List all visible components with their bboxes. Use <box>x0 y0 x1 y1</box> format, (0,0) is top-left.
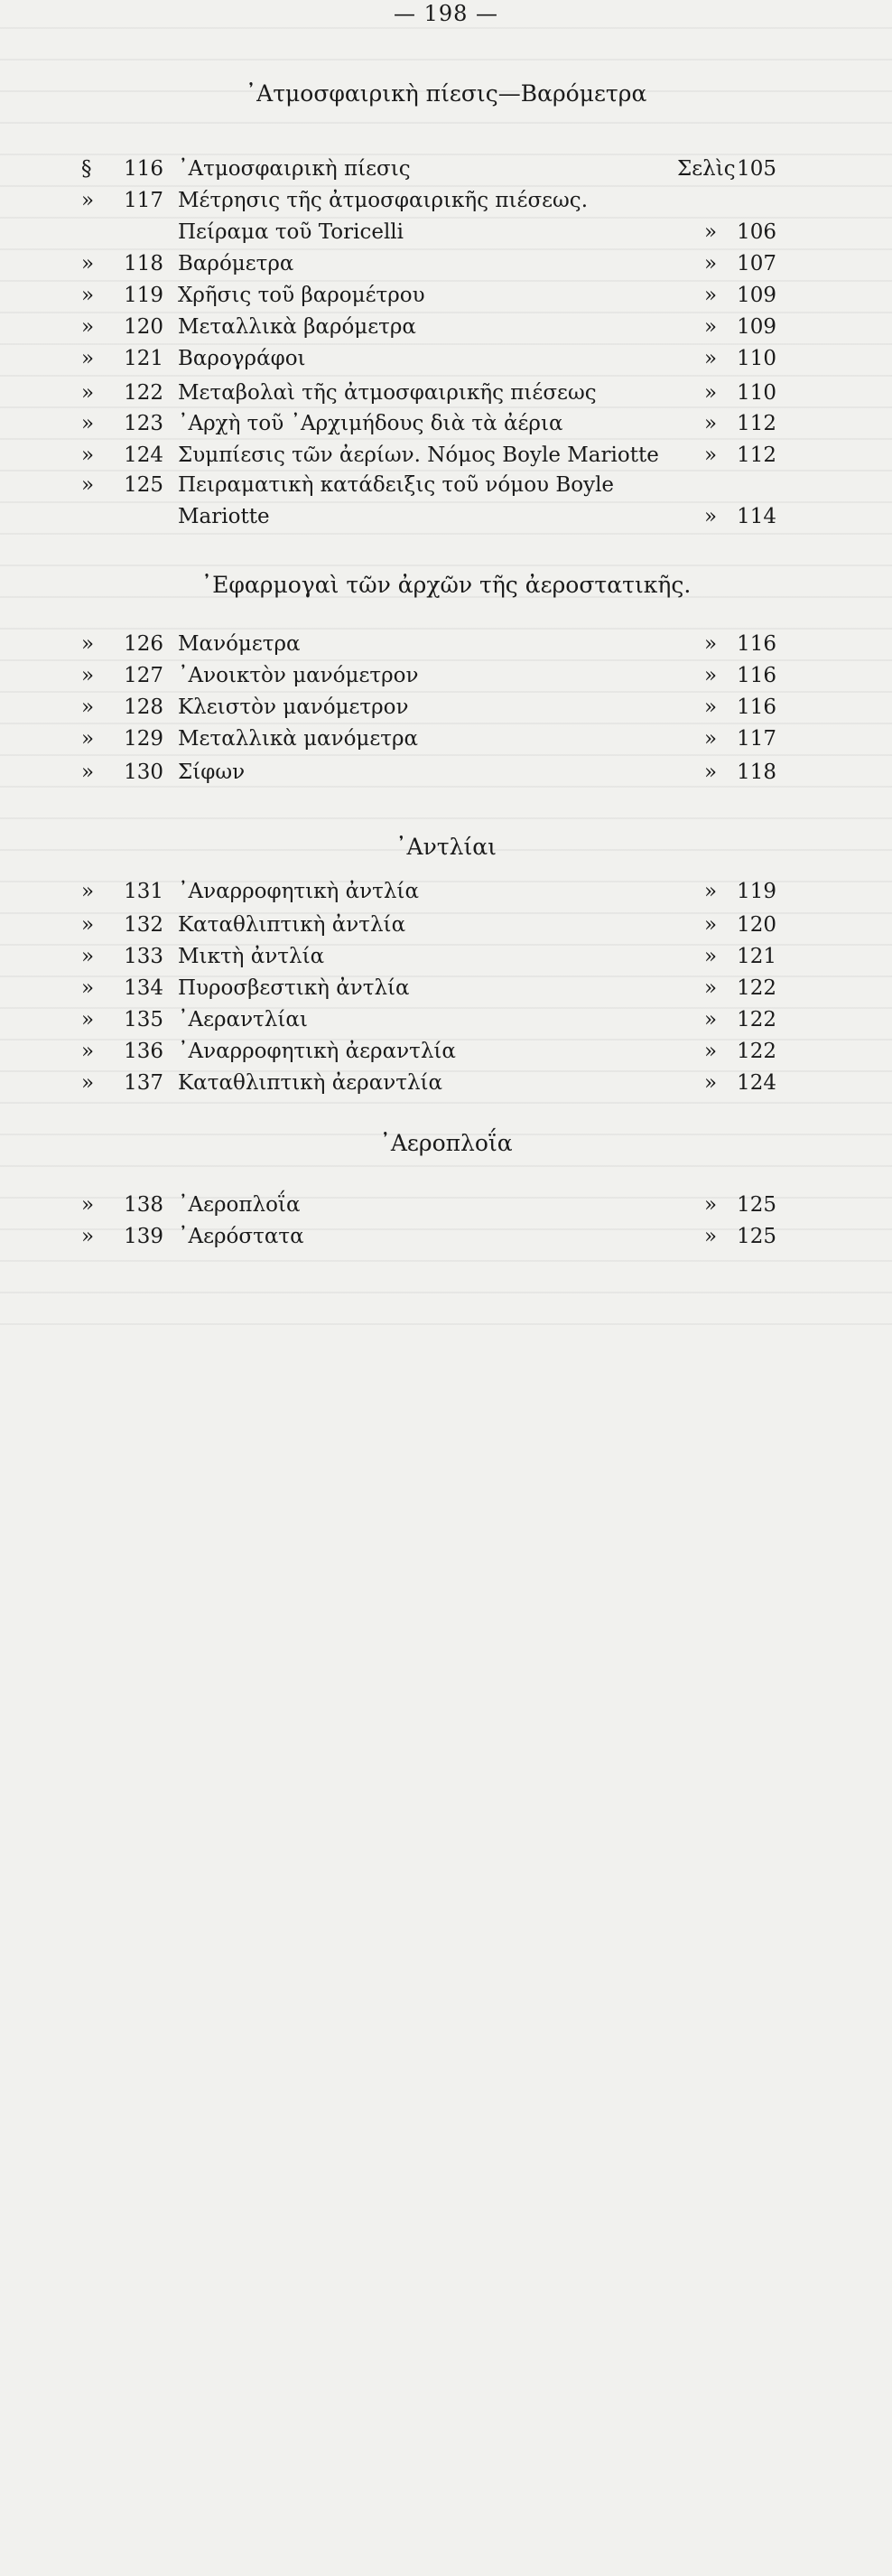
section-mark: » <box>81 443 95 467</box>
entry-number: 134 <box>124 976 163 1000</box>
toc-entry <box>81 1004 794 1036</box>
page-mark: » <box>704 695 718 719</box>
entry-page: 121 <box>737 945 776 968</box>
entry-title: Βαρογράφοι <box>178 347 306 370</box>
entry-number: 119 <box>124 284 163 307</box>
entry-page: 125 <box>737 1225 776 1248</box>
entry-page: 125 <box>737 1193 776 1217</box>
entry-page: 124 <box>737 1071 776 1095</box>
page-mark: » <box>704 1071 718 1095</box>
toc-entry <box>81 280 794 312</box>
entry-number: 128 <box>124 695 163 719</box>
entry-page: 110 <box>737 347 776 370</box>
entry-title: ᾿Ανοικτὸν μανόμετρον <box>178 664 419 687</box>
entry-title: Χρῆσις τοῦ βαρομέτρου <box>178 284 425 307</box>
entry-title: Μικτὴ ἀντλία <box>178 945 325 968</box>
entry-number: 132 <box>124 913 163 937</box>
toc-entry <box>81 185 794 248</box>
entry-title: ᾿Αεραντλίαι <box>178 1008 308 1031</box>
entry-title: Καταθλιπτικὴ ἀεραντλία <box>178 1071 443 1095</box>
section-title-aerostatics: ᾿Εφαρμογαὶ τῶν ἀρχῶν τῆς ἀεροστατικῆς. <box>200 572 692 598</box>
entry-title: Συμπίεσις τῶν ἀερίων. Νόμος Boyle Mariotte <box>178 443 659 467</box>
entry-page: 122 <box>737 1040 776 1063</box>
entry-title: Σίφων <box>178 761 246 784</box>
entry-page: 116 <box>737 664 776 687</box>
entry-title: Μεταβολαὶ τῆς ἀτμοσφαιρικῆς πιέσεως <box>178 381 597 405</box>
entry-title: Μεταλλικὰ βαρόμετρα <box>178 315 416 339</box>
toc-entry <box>81 1190 794 1221</box>
entry-number: 117 <box>124 189 163 212</box>
toc-entry <box>81 629 794 660</box>
section-mark: » <box>81 664 95 687</box>
page-mark: » <box>704 1225 718 1248</box>
toc-entry <box>81 757 794 789</box>
entry-number: 135 <box>124 1008 163 1031</box>
entry-number: 130 <box>124 761 163 784</box>
entry-page: 122 <box>737 1008 776 1031</box>
entry-number: 136 <box>124 1040 163 1063</box>
entry-page: 114 <box>737 505 776 528</box>
entry-page: 116 <box>737 695 776 719</box>
section-mark: » <box>81 381 95 405</box>
entry-page: 109 <box>737 284 776 307</box>
entry-title: ᾿Αρχὴ τοῦ ᾿Αρχιμήδους διὰ τὰ ἀέρια <box>178 412 563 435</box>
entry-page: 118 <box>737 761 776 784</box>
section-mark: » <box>81 284 95 307</box>
page-mark: » <box>704 913 718 937</box>
entry-number: 116 <box>124 157 163 181</box>
toc-entry <box>81 723 794 755</box>
entry-number: 137 <box>124 1071 163 1095</box>
page-mark: » <box>704 315 718 339</box>
entry-title: Πειραματικὴ κατάδειξις τοῦ νόμου Boyle Mariotte <box>178 473 615 528</box>
entry-title: Μεταλλικὰ μανόμετρα <box>178 727 419 751</box>
toc-entry <box>81 910 794 941</box>
page-mark: » <box>704 284 718 307</box>
entry-page: 112 <box>737 443 776 467</box>
section-mark: » <box>81 1193 95 1217</box>
toc-entry <box>81 941 794 973</box>
toc-entry <box>81 692 794 723</box>
section-mark: » <box>81 315 95 339</box>
section-mark: » <box>81 976 95 1000</box>
entry-number: 127 <box>124 664 163 687</box>
entry-page: 119 <box>737 880 776 903</box>
toc-entry <box>81 154 794 185</box>
section-mark: » <box>81 1225 95 1248</box>
page-mark: » <box>704 945 718 968</box>
toc-entry <box>81 440 794 471</box>
page-mark: » <box>704 1040 718 1063</box>
entry-number: 121 <box>124 347 163 370</box>
section-mark: » <box>81 880 95 903</box>
toc-entry <box>81 248 794 280</box>
entry-number: 131 <box>124 880 163 903</box>
page-mark: » <box>704 664 718 687</box>
toc-entry <box>81 973 794 1004</box>
section-mark: » <box>81 632 95 656</box>
toc-entry <box>81 660 794 692</box>
entry-title: ᾿Αερόστατα <box>178 1225 304 1248</box>
toc-entry <box>81 408 794 440</box>
entry-number: 122 <box>124 381 163 405</box>
page-mark: » <box>704 412 718 435</box>
toc-entry <box>81 312 794 343</box>
page-mark: Σελὶς <box>677 157 736 181</box>
entry-number: 133 <box>124 945 163 968</box>
entry-page: 116 <box>737 632 776 656</box>
section-mark: » <box>81 473 95 497</box>
section-mark: » <box>81 1071 95 1095</box>
entry-title: ᾿Αναρροφητικὴ ἀεραντλία <box>178 1040 456 1063</box>
entry-page: 107 <box>737 252 776 275</box>
page-mark: » <box>704 632 718 656</box>
entry-number: 126 <box>124 632 163 656</box>
page-mark: » <box>704 880 718 903</box>
section-mark: » <box>81 347 95 370</box>
section-mark: » <box>81 695 95 719</box>
section-mark: » <box>81 1008 95 1031</box>
toc-entry <box>81 1221 794 1253</box>
page-mark: » <box>704 347 718 370</box>
toc-entry <box>81 876 794 908</box>
entry-page: 106 <box>737 220 776 244</box>
section-title-pumps: ᾿Αντλίαι <box>395 834 497 860</box>
page-mark: » <box>704 220 718 244</box>
entry-number: 124 <box>124 443 163 467</box>
entry-page: 117 <box>737 727 776 751</box>
section-mark: » <box>81 945 95 968</box>
entry-number: 139 <box>124 1225 163 1248</box>
page-mark: » <box>704 976 718 1000</box>
entry-page: 112 <box>737 412 776 435</box>
toc-entry <box>81 378 794 409</box>
toc-entry <box>81 1036 794 1068</box>
toc-entry <box>81 470 794 533</box>
page-mark: » <box>704 505 718 528</box>
entry-title: Βαρόμετρα <box>178 252 294 275</box>
page-mark: » <box>704 1193 718 1217</box>
entry-title: Κλειστὸν μανόμετρον <box>178 695 409 719</box>
entry-number: 129 <box>124 727 163 751</box>
section-mark: » <box>81 727 95 751</box>
entry-page: 110 <box>737 381 776 405</box>
entry-title: Καταθλιπτικὴ ἀντλία <box>178 913 406 937</box>
section-mark: » <box>81 189 95 212</box>
entry-page: 105 <box>737 157 776 181</box>
section-mark: » <box>81 913 95 937</box>
section-title-aeronautics: ᾿Αεροπλοΐα <box>379 1130 513 1156</box>
page-mark: » <box>704 252 718 275</box>
entry-title: Πυροσβεστικὴ ἀντλία <box>178 976 410 1000</box>
entry-page: 122 <box>737 976 776 1000</box>
section-mark: » <box>81 761 95 784</box>
toc-entry <box>81 1068 794 1099</box>
page-mark: » <box>704 727 718 751</box>
section-title-barometers: ᾿Ατμοσφαιρικὴ πίεσις—Βαρόμετρα <box>245 80 647 107</box>
page-mark: » <box>704 381 718 405</box>
page-mark: » <box>704 443 718 467</box>
page-mark: » <box>704 1008 718 1031</box>
entry-number: 120 <box>124 315 163 339</box>
entry-number: 123 <box>124 412 163 435</box>
entry-page: 109 <box>737 315 776 339</box>
page-mark: » <box>704 761 718 784</box>
entry-number: 125 <box>124 473 163 497</box>
entry-number: 138 <box>124 1193 163 1217</box>
entry-title: Μανόμετρα <box>178 632 301 656</box>
section-mark: » <box>81 1040 95 1063</box>
section-mark: § <box>81 157 92 181</box>
entry-number: 118 <box>124 252 163 275</box>
section-mark: » <box>81 252 95 275</box>
entry-title: ᾿Αναρροφητικὴ ἀντλία <box>178 880 419 903</box>
entry-title: Μέτρησις τῆς ἀτμοσφαιρικῆς πιέσεως. Πείραμα τοῦ Toricelli <box>178 189 589 244</box>
entry-title: ᾿Αεροπλοΐα <box>178 1193 301 1217</box>
entry-title: ᾿Ατμοσφαιρικὴ πίεσις <box>178 157 411 181</box>
entry-page: 120 <box>737 913 776 937</box>
toc-entry <box>81 343 794 375</box>
section-mark: » <box>81 412 95 435</box>
page-number: — 198 — <box>393 1 499 26</box>
